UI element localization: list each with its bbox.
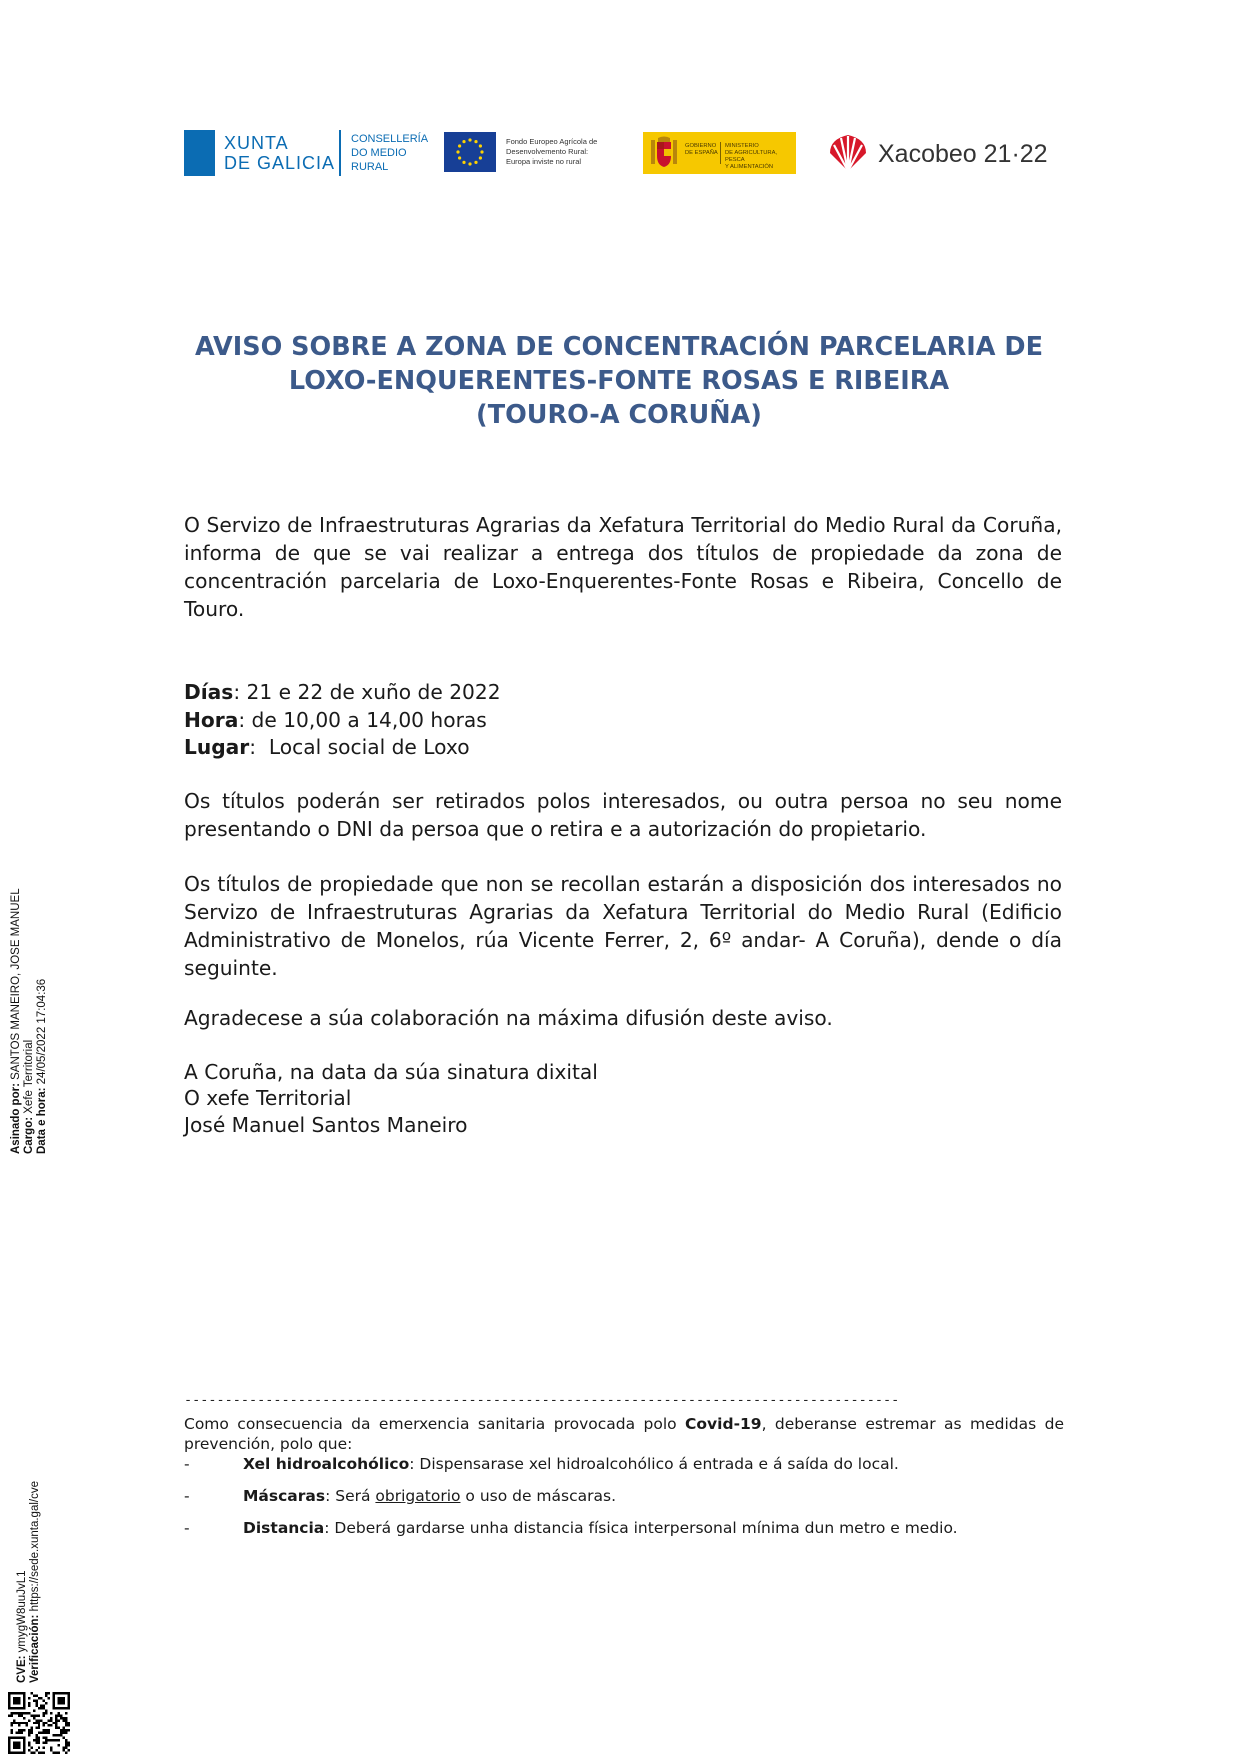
xunta-line1: XUNTA xyxy=(224,133,289,153)
stamp-asinado-value: SANTOS MANEIRO, JOSE MANUEL xyxy=(10,888,22,1084)
feader-line2: Desenvolvemento Rural: xyxy=(506,147,589,156)
retirada-paragraph: Os títulos poderán ser retirados polos interesados, ou outra persoa no seu nome presentando o DNI da persoa que o retira e a autorización do propietario. xyxy=(184,789,1062,841)
gobierno-line1: GOBIERNO xyxy=(685,143,717,149)
bullet-xel-label: Xel hidroalcohólico xyxy=(243,1455,410,1473)
stamp-verificacion-label: Verificación: xyxy=(29,1614,41,1683)
gobierno-text xyxy=(685,143,718,157)
bullet-marker: - xyxy=(184,1519,190,1537)
stamp-cve xyxy=(16,1481,29,1683)
dias-line xyxy=(184,678,501,706)
xunta-conselleria-logo xyxy=(184,130,444,176)
stamp-cargo-value: Xefe Territorial xyxy=(23,1039,35,1117)
xunta-name xyxy=(224,133,335,173)
stamp-asinado-label: Asinado por: xyxy=(10,1083,22,1154)
bullet-mascaras-pre: : Será xyxy=(325,1487,376,1505)
hora-line xyxy=(184,706,487,734)
stamp-data xyxy=(36,888,49,1154)
ministerio-line2: DE AGRICULTURA, PESCA xyxy=(725,150,778,163)
dias-label: Días xyxy=(184,680,234,704)
bullet-mascaras-obrigatorio: obrigatorio xyxy=(375,1487,461,1505)
bullet-xel-text: : Dispensarase xel hidroalcohólico á entrada e á saída do local. xyxy=(409,1455,899,1473)
covid-intro-after: , deberanse estremar as medidas de prevención, polo que: xyxy=(184,1415,1064,1453)
spain-crest-icon xyxy=(649,136,679,170)
covid-intro-before: Como consecuencia da emerxencia sanitaria provocada polo xyxy=(184,1415,686,1433)
conselleria-line1: CONSELLERÍA xyxy=(351,133,429,145)
bullet-distancia-label: Distancia xyxy=(243,1519,325,1537)
ministerio-line3: Y ALIMENTACIÓN xyxy=(725,164,774,170)
lugar-line xyxy=(184,733,470,761)
verification-stamp xyxy=(16,1481,42,1683)
dias-value: : 21 e 22 de xuño de 2022 xyxy=(233,680,501,704)
conselleria-name xyxy=(351,132,428,174)
agradecemento-line: Agradecese a súa colaboración na máxima difusión deste aviso. xyxy=(184,1006,833,1030)
gobierno-line2: DE ESPAÑA xyxy=(685,150,718,156)
hora-label: Hora xyxy=(184,708,239,732)
title-line3: (TOURO-A CORUÑA) xyxy=(476,400,762,430)
xunta-shield-icon xyxy=(184,130,215,176)
stamp-verificacion xyxy=(29,1481,42,1683)
signature-place-line: A Coruña, na data da súa sinatura dixital xyxy=(184,1060,598,1084)
stamp-cargo xyxy=(23,888,36,1154)
title-line2: LOXO-ENQUERENTES-FONTE ROSAS E RIBEIRA xyxy=(288,366,950,396)
document-title xyxy=(184,330,1054,432)
feader-line3: Europa inviste no rural xyxy=(506,157,582,166)
covid-intro xyxy=(184,1414,1064,1454)
qr-code-icon xyxy=(8,1692,70,1754)
stamp-data-value: 24/05/2022 17:04:36 xyxy=(36,978,48,1088)
intro-paragraph: O Servizo de Infraestruturas Agrarias da Xefatura Territorial do Medio Rural da Coruña, informa de que se vai realizar a entrega dos títulos de propiedade da zona de concentración parcelaria de Loxo-Enquerentes-Fonte Rosas e Ribeira, Concello de Touro. xyxy=(184,513,1062,621)
hora-value: : de 10,00 a 14,00 horas xyxy=(238,708,487,732)
conselleria-line3: RURAL xyxy=(351,161,389,173)
bullet-distancia-text: : Deberá gardarse unha distancia física interpersonal mínima dun metro e medio. xyxy=(324,1519,958,1537)
feader-text xyxy=(506,137,597,167)
stamp-data-label: Data e hora: xyxy=(36,1087,48,1154)
logo-divider xyxy=(339,130,341,176)
disposicion-paragraph: Os títulos de propiedade que non se recollan estarán a disposición dos interesados no Servizo de Infraestruturas Agrarias da Xefatura Territorial do Medio Rural (Edificio Administrativo de Monelos, rúa Vicente Ferrer, 2, 6º andar- A Coruña), dende o día seguinte. xyxy=(184,872,1062,980)
signature-name-line: José Manuel Santos Maneiro xyxy=(184,1113,468,1137)
xacobeo-text: Xacobeo 21·22 xyxy=(878,140,1048,168)
stamp-cve-value: ymygW8uuJvL1 xyxy=(16,1570,28,1656)
gobierno-espana-logo xyxy=(643,132,796,174)
signature-role-line: O xefe Territorial xyxy=(184,1086,352,1110)
stamp-verificacion-value: https://sede.xunta.gal/cve xyxy=(29,1481,41,1615)
signature-stamp xyxy=(10,888,49,1154)
conselleria-line2: DO MEDIO xyxy=(351,147,407,159)
title-line1: AVISO SOBRE A ZONA DE CONCENTRACIÓN PARCELARIA DE xyxy=(195,332,1043,362)
lugar-label: Lugar xyxy=(184,735,250,759)
covid-keyword: Covid-19 xyxy=(685,1415,762,1433)
feader-logo xyxy=(444,132,624,174)
scallop-shell-icon xyxy=(826,131,870,175)
stamp-cve-label: CVE: xyxy=(16,1655,28,1683)
bullet-marker: - xyxy=(184,1487,190,1505)
bullet-mascaras-label: Máscaras xyxy=(243,1487,326,1505)
bullet-mascaras-post: o uso de máscaras. xyxy=(460,1487,616,1505)
eu-stars-icon xyxy=(444,132,496,172)
stamp-cargo-label: Cargo: xyxy=(23,1116,35,1154)
ministerio-text xyxy=(725,143,796,171)
xunta-line2: DE GALICIA xyxy=(224,153,336,173)
xacobeo-logo xyxy=(826,131,1066,175)
stamp-asinado xyxy=(10,888,23,1154)
lugar-value: : Local social de Loxo xyxy=(249,735,470,759)
footer-separator: ---------------------------------------------------------------------------------------- xyxy=(184,1392,900,1408)
feader-line1: Fondo Europeo Agrícola de xyxy=(506,137,598,146)
bullet-marker: - xyxy=(184,1455,190,1473)
eu-flag-icon xyxy=(444,132,496,172)
ministerio-line1: MINISTERIO xyxy=(725,143,759,149)
gob-divider xyxy=(720,142,721,164)
